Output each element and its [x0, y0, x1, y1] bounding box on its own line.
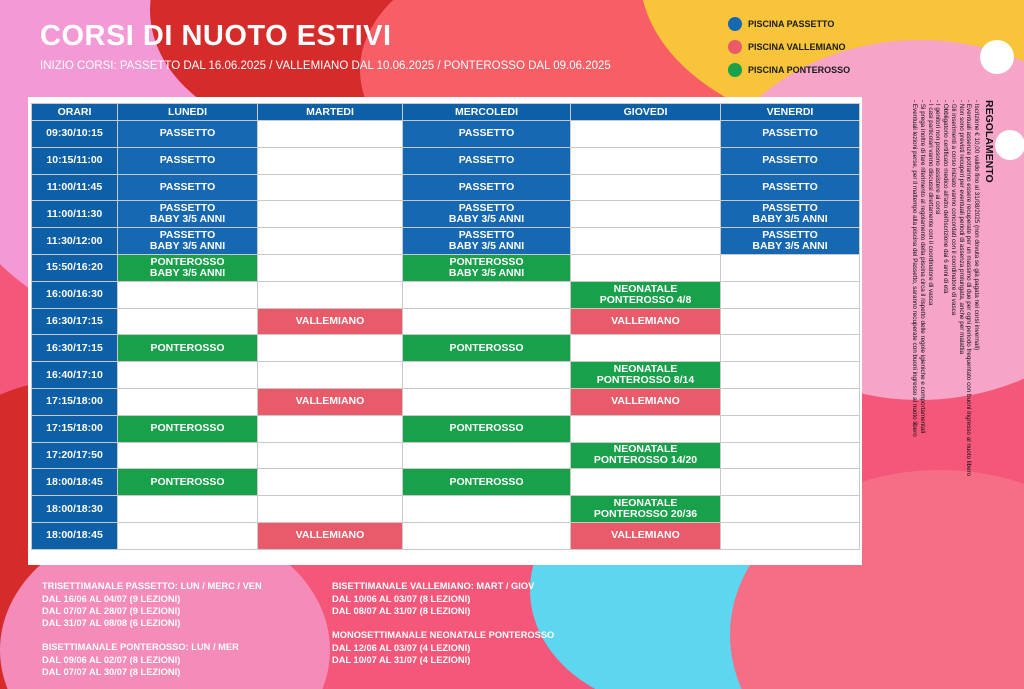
course-cell — [721, 147, 860, 174]
notes-left — [42, 580, 262, 678]
empty-cell — [118, 388, 258, 415]
course-label: PASSETTO — [159, 180, 216, 193]
empty-cell — [571, 228, 721, 255]
course-label: PASSETTO — [762, 229, 818, 242]
notes-line: DAL 10/06 AL 03/07 (8 LEZIONI) — [332, 594, 471, 604]
empty-cell — [721, 442, 860, 469]
empty-cell — [258, 147, 403, 174]
empty-cell — [258, 469, 403, 496]
empty-cell — [721, 522, 860, 549]
course-label: PASSETTO — [762, 180, 818, 193]
legend-label: PISCINA VALLEMIANO — [748, 41, 846, 52]
course-label: PONTEROSSO — [449, 475, 524, 488]
course-cell — [571, 522, 721, 549]
time-cell: 15:50/16:20 — [32, 254, 118, 281]
time-cell: 11:00/11:45 — [32, 174, 118, 201]
time-cell: 16:00/16:30 — [32, 281, 118, 308]
course-label: PASSETTO — [458, 202, 515, 215]
legend-label: PISCINA PONTEROSSO — [748, 64, 851, 75]
course-cell — [118, 415, 258, 442]
course-label: NEONATALE — [613, 497, 678, 510]
course-label: PONTEROSSO — [150, 475, 225, 488]
course-label: NEONATALE — [613, 282, 678, 295]
empty-cell — [118, 442, 258, 469]
circle-icon — [728, 17, 742, 31]
empty-cell — [118, 496, 258, 523]
table-row — [32, 335, 860, 362]
table-row — [32, 281, 860, 308]
bg-white-dot-1 — [980, 40, 1014, 74]
course-label: PONTEROSSO — [150, 341, 225, 354]
course-label: PASSETTO — [159, 202, 216, 215]
course-label: BABY 3/5 ANNI — [752, 213, 828, 226]
time-cell: 10:15/11:00 — [32, 147, 118, 174]
notes-line: DAL 16/06 AL 04/07 (9 LEZIONI) — [42, 594, 181, 604]
schedule-card — [28, 97, 862, 565]
column-header: ORARI — [32, 104, 118, 121]
empty-cell — [571, 335, 721, 362]
empty-cell — [571, 201, 721, 228]
empty-cell — [258, 254, 403, 281]
notes-right — [332, 580, 554, 666]
course-label: BABY 3/5 ANNI — [752, 240, 828, 253]
rules-item: - Non sono previsti recuperi per eventuali periodi di assenza prolungata, anche per malattia — [957, 100, 965, 355]
notes-heading-ponterosso: BISETTIMANALE PONTEROSSO: LUN / MER — [42, 642, 239, 652]
column-header: LUNEDI — [118, 104, 258, 121]
empty-cell — [721, 469, 860, 496]
empty-cell — [403, 496, 571, 523]
empty-cell — [721, 388, 860, 415]
course-label: NEONATALE — [613, 443, 678, 456]
course-label: PASSETTO — [159, 127, 216, 140]
empty-cell — [258, 281, 403, 308]
course-label: BABY 3/5 ANNI — [149, 240, 226, 253]
course-cell — [403, 121, 571, 148]
rules-item: - Eventuali lezioni perse, per il maltempo alla piscina del Passetto, saranno recuperate con buoni ingresso al nuoto libero — [911, 100, 919, 437]
table-row — [32, 228, 860, 255]
empty-cell — [258, 362, 403, 389]
course-label: BABY 3/5 ANNI — [149, 213, 226, 226]
empty-cell — [403, 388, 571, 415]
empty-cell — [571, 147, 721, 174]
table-row — [32, 388, 860, 415]
legend-item — [728, 58, 850, 81]
page-subtitle: INIZIO CORSI: PASSETTO DAL 16.06.2025 / VALLEMIANO DAL 10.06.2025 / PONTEROSSO DAL 09.06.2025 — [40, 60, 611, 72]
notes-heading-neonatale: MONOSETTIMANALE NEONATALE PONTEROSSO — [332, 630, 555, 640]
course-cell — [721, 228, 860, 255]
empty-cell — [118, 362, 258, 389]
notes-line: DAL 31/07 AL 08/08 (6 LEZIONI) — [42, 618, 181, 628]
legend-label: PISCINA PASSETTO — [748, 18, 835, 29]
course-label: PASSETTO — [458, 180, 515, 193]
course-cell — [403, 174, 571, 201]
course-label: PONTEROSSO — [449, 422, 524, 435]
course-label: BABY 3/5 ANNI — [448, 240, 525, 253]
course-label: PASSETTO — [159, 154, 216, 167]
empty-cell — [721, 415, 860, 442]
course-label: VALLEMIANO — [611, 314, 680, 327]
course-cell — [571, 496, 721, 523]
table-header-row — [32, 104, 860, 121]
course-cell — [118, 228, 258, 255]
rules-panel — [868, 100, 1024, 530]
empty-cell — [258, 496, 403, 523]
notes-heading-passetto: TRISETTIMANALE PASSETTO: LUN / MERC / VEN — [42, 581, 262, 591]
table-row — [32, 522, 860, 549]
course-label: BABY 3/5 ANNI — [149, 266, 226, 279]
empty-cell — [571, 254, 721, 281]
empty-cell — [403, 362, 571, 389]
table-row — [32, 308, 860, 335]
course-label: PONTEROSSO 8/14 — [596, 374, 695, 387]
course-cell — [118, 335, 258, 362]
empty-cell — [118, 308, 258, 335]
empty-cell — [721, 308, 860, 335]
table-body — [32, 121, 860, 550]
course-cell — [118, 201, 258, 228]
table-row — [32, 147, 860, 174]
empty-cell — [403, 281, 571, 308]
course-label: PONTEROSSO 20/36 — [593, 508, 698, 521]
course-label: PASSETTO — [762, 202, 818, 215]
course-label: NEONATALE — [613, 363, 678, 376]
course-label: VALLEMIANO — [611, 529, 680, 542]
time-cell: 11:30/12:00 — [32, 228, 118, 255]
rules-item: - Si prega inoltre di fare riferimento al regolamento della piscina circa il rispetto delle regole igieniche e comportamentali — [919, 100, 927, 434]
empty-cell — [721, 335, 860, 362]
notes-heading-vallemiano: BISETTIMANALE VALLEMIANO: MART / GIOV — [332, 581, 535, 591]
course-cell — [258, 522, 403, 549]
empty-cell — [721, 362, 860, 389]
course-cell — [403, 415, 571, 442]
course-label: VALLEMIANO — [611, 395, 680, 408]
notes-line: DAL 08/07 AL 31/07 (8 LEZIONI) — [332, 606, 471, 616]
empty-cell — [258, 228, 403, 255]
empty-cell — [403, 522, 571, 549]
course-cell — [571, 442, 721, 469]
course-label: VALLEMIANO — [295, 395, 365, 408]
rules-item: - I casi particolari vanno discussi direttamente con il coordinatore di vasca — [926, 100, 934, 306]
course-cell — [403, 335, 571, 362]
course-cell — [403, 228, 571, 255]
course-cell — [258, 388, 403, 415]
time-cell: 17:20/17:50 — [32, 442, 118, 469]
empty-cell — [571, 469, 721, 496]
course-label: PONTEROSSO — [449, 341, 524, 354]
course-label: PONTEROSSO 14/20 — [593, 454, 698, 467]
course-cell — [118, 174, 258, 201]
empty-cell — [403, 442, 571, 469]
legend-item — [728, 35, 850, 58]
time-cell: 18:00/18:30 — [32, 496, 118, 523]
circle-icon — [728, 63, 742, 77]
time-cell: 18:00/18:45 — [32, 522, 118, 549]
course-label: PASSETTO — [458, 127, 515, 140]
course-cell — [118, 254, 258, 281]
empty-cell — [258, 415, 403, 442]
column-header: VENERDI — [721, 104, 860, 121]
time-cell: 17:15/18:00 — [32, 415, 118, 442]
table-row — [32, 362, 860, 389]
course-cell — [403, 201, 571, 228]
legend — [728, 12, 850, 81]
course-label: BABY 3/5 ANNI — [448, 266, 525, 279]
column-header: MERCOLEDI — [403, 104, 571, 121]
empty-cell — [721, 281, 860, 308]
page-title: CORSI DI NUOTO ESTIVI — [40, 20, 392, 52]
course-label: PONTEROSSO — [449, 255, 524, 268]
course-label: PASSETTO — [762, 154, 818, 167]
column-header: GIOVEDI — [571, 104, 721, 121]
empty-cell — [258, 442, 403, 469]
time-cell: 18:00/18:45 — [32, 469, 118, 496]
course-cell — [118, 121, 258, 148]
course-label: PASSETTO — [458, 154, 515, 167]
rules-item: - Gli inserimenti a corso iniziato vanno concordati con il coordinatore di vasca — [949, 100, 957, 316]
empty-cell — [118, 522, 258, 549]
course-cell — [721, 201, 860, 228]
course-cell — [571, 388, 721, 415]
column-header: MARTEDI — [258, 104, 403, 121]
rules-item: - Obbligatorio certificato medico all'atto dell'iscrizione dai 6 anni di età — [942, 100, 950, 294]
table-row — [32, 496, 860, 523]
course-label: BABY 3/5 ANNI — [448, 213, 525, 226]
notes-line: DAL 09/06 AL 02/07 (8 LEZIONI) — [42, 655, 181, 665]
course-cell — [403, 469, 571, 496]
time-cell: 17:15/18:00 — [32, 388, 118, 415]
empty-cell — [118, 281, 258, 308]
course-label: PASSETTO — [458, 229, 515, 242]
rules-content — [911, 100, 996, 520]
notes-line: DAL 12/06 AL 03/07 (4 LEZIONI) — [332, 643, 471, 653]
rules-item: - Eventuali assenze potranno essere recuperate per un massimo di due per ogni periodo frequentato con buoni ingresso al nuoto libero — [965, 100, 973, 477]
course-label: PASSETTO — [159, 229, 216, 242]
schedule-table — [31, 103, 860, 550]
table-row — [32, 442, 860, 469]
notes-line: DAL 07/07 AL 28/07 (9 LEZIONI) — [42, 606, 181, 616]
time-cell: 16:30/17:15 — [32, 308, 118, 335]
time-cell: 16:30/17:15 — [32, 335, 118, 362]
time-cell: 11:00/11:30 — [32, 201, 118, 228]
legend-item — [728, 12, 850, 35]
course-cell — [403, 254, 571, 281]
empty-cell — [258, 121, 403, 148]
course-label: PONTEROSSO 4/8 — [599, 293, 692, 306]
time-cell: 16:40/17:10 — [32, 362, 118, 389]
table-row — [32, 469, 860, 496]
empty-cell — [571, 415, 721, 442]
empty-cell — [258, 201, 403, 228]
table-row — [32, 254, 860, 281]
empty-cell — [258, 335, 403, 362]
course-label: VALLEMIANO — [295, 529, 365, 542]
empty-cell — [721, 496, 860, 523]
circle-icon — [728, 40, 742, 54]
course-cell — [721, 174, 860, 201]
empty-cell — [721, 254, 860, 281]
notes-line: DAL 07/07 AL 30/07 (8 LEZIONI) — [42, 667, 181, 677]
table-row — [32, 174, 860, 201]
course-cell — [571, 308, 721, 335]
table-row — [32, 201, 860, 228]
course-label: VALLEMIANO — [295, 314, 365, 327]
rules-item: - Iscrizione € 10,00 valido fino al 31/08/2025 (non dovuta se già pagata nei corsi invernali) — [973, 100, 980, 351]
rules-title: REGOLAMENTO — [983, 100, 995, 183]
empty-cell — [403, 308, 571, 335]
course-cell — [721, 121, 860, 148]
course-cell — [258, 308, 403, 335]
empty-cell — [571, 121, 721, 148]
empty-cell — [258, 174, 403, 201]
course-label: PASSETTO — [762, 127, 818, 140]
course-label: PONTEROSSO — [150, 255, 225, 268]
table-row — [32, 415, 860, 442]
course-cell — [571, 281, 721, 308]
course-cell — [403, 147, 571, 174]
table-row — [32, 121, 860, 148]
course-cell — [118, 469, 258, 496]
time-cell: 09:30/10:15 — [32, 121, 118, 148]
course-cell — [571, 362, 721, 389]
notes-line: DAL 10/07 AL 31/07 (4 LEZIONI) — [332, 655, 471, 665]
course-label: PONTEROSSO — [150, 422, 225, 435]
empty-cell — [571, 174, 721, 201]
course-cell — [118, 147, 258, 174]
rules-item: - I genitori non possono assistere ai corsi — [934, 100, 942, 215]
